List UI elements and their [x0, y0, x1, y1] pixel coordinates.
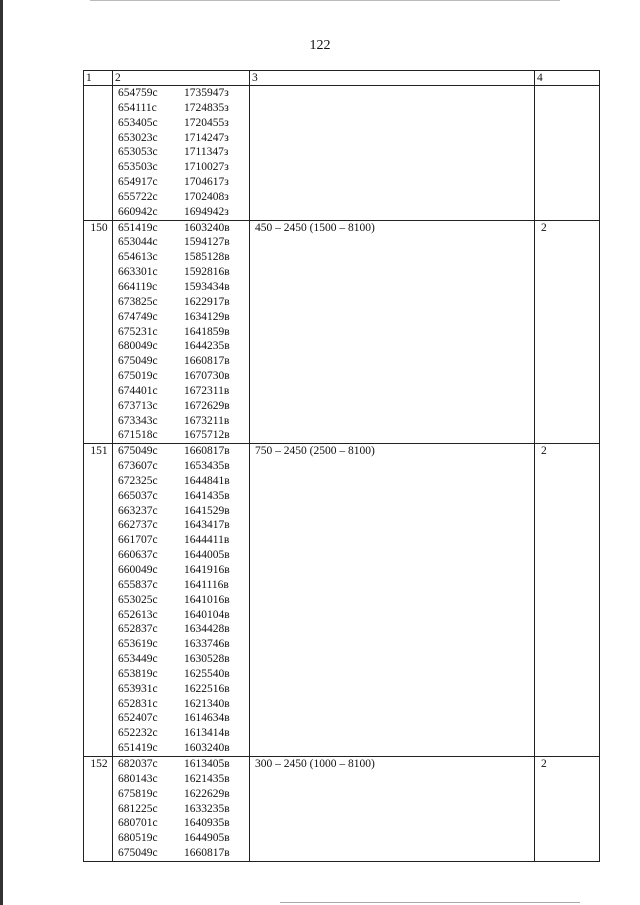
latitude-value: 680701с — [118, 817, 158, 830]
latitude-value: 675231с — [118, 325, 158, 338]
longitude-value: 1644905в — [184, 832, 230, 845]
category-cell — [535, 756, 600, 861]
coordinates-cell — [113, 220, 250, 444]
latitude-value: 651419с — [118, 742, 158, 755]
coordinate-pair — [115, 131, 249, 146]
latitude-value: 652613с — [118, 608, 158, 621]
coordinate-pair — [115, 787, 249, 802]
coordinate-pair — [115, 726, 249, 741]
coordinate-pair — [115, 384, 249, 399]
coordinate-pair — [115, 354, 249, 369]
coordinate-pair — [115, 428, 249, 443]
coordinate-pair — [115, 265, 249, 280]
table-row — [84, 86, 600, 221]
latitude-value: 660942с — [118, 205, 158, 218]
coordinate-pair — [115, 474, 249, 489]
coordinate-pair — [115, 667, 249, 682]
latitude-value: 675819с — [118, 787, 158, 800]
coordinate-pair — [115, 221, 249, 236]
latitude-value: 680143с — [118, 772, 158, 785]
scan-top-edge — [90, 0, 560, 1]
longitude-value: 1694942з — [184, 205, 229, 218]
longitude-value: 1672311в — [184, 384, 230, 397]
longitude-value: 1735947з — [184, 87, 229, 99]
longitude-value: 1594127в — [184, 236, 230, 249]
coordinate-pair — [115, 190, 249, 205]
depth-range: 750 – 2450 (2500 – 8100) — [255, 445, 375, 458]
latitude-value: 673825с — [118, 295, 158, 308]
coordinate-pair — [115, 414, 249, 429]
longitude-value: 1603240в — [184, 221, 230, 234]
coordinate-pair — [115, 235, 249, 250]
longitude-value: 1644841в — [184, 474, 230, 487]
latitude-value: 651419с — [118, 221, 158, 234]
longitude-value: 1621435в — [184, 772, 230, 785]
longitude-value: 1653435в — [184, 460, 230, 473]
coordinate-pair — [115, 741, 249, 756]
coordinate-pair — [115, 816, 249, 831]
longitude-value: 1634129в — [184, 310, 230, 323]
page-number: 122 — [309, 38, 331, 53]
longitude-value: 1641116в — [184, 578, 229, 591]
longitude-value: 1633746в — [184, 638, 230, 651]
coordinate-pair — [115, 145, 249, 160]
coordinate-pair — [115, 175, 249, 190]
header-col-2: 2 — [113, 71, 250, 86]
longitude-value: 1613414в — [184, 727, 230, 740]
header-col-4: 4 — [535, 71, 600, 86]
longitude-value: 1633235в — [184, 802, 230, 815]
coordinate-pair — [115, 593, 249, 608]
coordinate-pair — [115, 325, 249, 340]
coordinate-pair — [115, 608, 249, 623]
table-row — [84, 756, 600, 861]
longitude-value: 1675712в — [184, 429, 230, 442]
latitude-value: 660637с — [118, 549, 158, 562]
coordinate-pair — [115, 504, 249, 519]
coordinate-pair — [115, 116, 249, 131]
latitude-value: 662737с — [118, 519, 158, 532]
coordinate-pair — [115, 711, 249, 726]
latitude-value: 681225с — [118, 802, 158, 815]
latitude-value: 653023с — [118, 131, 158, 144]
category-cell — [535, 220, 600, 444]
latitude-value: 653044с — [118, 236, 158, 249]
category-cell — [535, 444, 600, 757]
longitude-value: 1704617з — [184, 176, 229, 189]
coordinate-pair — [115, 533, 249, 548]
coordinate-pair — [115, 295, 249, 310]
scan-bottom-edge — [280, 902, 580, 903]
depth-range-cell — [250, 220, 535, 444]
latitude-value: 654759с — [118, 87, 158, 99]
coordinate-pair — [115, 697, 249, 712]
coordinate-pair — [115, 489, 249, 504]
coordinate-pair — [115, 518, 249, 533]
coordinate-pair — [115, 250, 249, 265]
table-header-row — [84, 71, 600, 86]
coordinates-cell — [113, 444, 250, 757]
depth-range: 300 – 2450 (1000 – 8100) — [255, 757, 375, 770]
coordinate-pair — [115, 444, 249, 459]
coordinate-pair — [115, 205, 249, 220]
latitude-value: 654111с — [118, 101, 157, 114]
latitude-value: 675049с — [118, 445, 158, 458]
coordinate-pair — [115, 160, 249, 175]
coordinates-cell — [113, 756, 250, 861]
longitude-value: 1720455з — [184, 116, 229, 129]
latitude-value: 655837с — [118, 578, 158, 591]
longitude-value: 1714247з — [184, 131, 229, 144]
coordinate-pair — [115, 578, 249, 593]
latitude-value: 682037с — [118, 757, 158, 770]
longitude-value: 1622516в — [184, 682, 230, 695]
coordinate-pair — [115, 682, 249, 697]
coordinate-pair — [115, 802, 249, 817]
latitude-value: 675049с — [118, 847, 158, 860]
longitude-value: 1670730в — [184, 370, 230, 383]
longitude-value: 1672629в — [184, 399, 230, 412]
latitude-value: 652831с — [118, 697, 158, 710]
latitude-value: 680049с — [118, 340, 158, 353]
latitude-value: 673607с — [118, 460, 158, 473]
longitude-value: 1641435в — [184, 489, 230, 502]
longitude-value: 1640935в — [184, 817, 230, 830]
latitude-value: 675019с — [118, 370, 158, 383]
category-value: 2 — [541, 221, 547, 234]
coordinate-pair — [115, 637, 249, 652]
category-value: 2 — [541, 757, 547, 770]
latitude-value: 653053с — [118, 146, 158, 159]
coordinate-pair — [115, 86, 249, 101]
latitude-value: 674401с — [118, 384, 158, 397]
category-value: 2 — [541, 445, 547, 458]
coordinate-pair — [115, 757, 249, 772]
coordinate-pair — [115, 339, 249, 354]
row-number: 150 — [84, 220, 113, 444]
longitude-value: 1641016в — [184, 593, 230, 606]
latitude-value: 661707с — [118, 534, 158, 547]
scan-left-edge — [0, 0, 3, 905]
longitude-value: 1641859в — [184, 325, 230, 338]
coordinates-table — [83, 70, 600, 862]
latitude-value: 673713с — [118, 399, 158, 412]
longitude-value: 1641529в — [184, 504, 230, 517]
coordinate-pair — [115, 563, 249, 578]
header-col-1: 1 — [84, 71, 113, 86]
coordinate-pair — [115, 101, 249, 116]
latitude-value: 671518с — [118, 429, 158, 442]
coordinate-pair — [115, 831, 249, 846]
longitude-value: 1593434в — [184, 280, 230, 293]
longitude-value: 1673211в — [184, 414, 230, 427]
latitude-value: 652837с — [118, 623, 158, 636]
latitude-value: 653025с — [118, 593, 158, 606]
latitude-value: 655722с — [118, 190, 158, 203]
latitude-value: 653619с — [118, 638, 158, 651]
latitude-value: 665037с — [118, 489, 158, 502]
latitude-value: 653405с — [118, 116, 158, 129]
longitude-value: 1660817в — [184, 847, 230, 860]
longitude-value: 1621340в — [184, 697, 230, 710]
coordinate-pair — [115, 548, 249, 563]
depth-range-cell — [250, 444, 535, 757]
longitude-value: 1644411в — [184, 534, 230, 547]
coordinate-pair — [115, 652, 249, 667]
latitude-value: 653449с — [118, 653, 158, 666]
latitude-value: 672325с — [118, 474, 158, 487]
longitude-value: 1660817в — [184, 445, 230, 458]
coordinate-pair — [115, 622, 249, 637]
depth-range: 450 – 2450 (1500 – 8100) — [255, 221, 375, 234]
longitude-value: 1613405в — [184, 757, 230, 770]
longitude-value: 1643417в — [184, 519, 230, 532]
latitude-value: 673343с — [118, 414, 158, 427]
coordinate-pair — [115, 772, 249, 787]
coordinate-pair — [115, 280, 249, 295]
latitude-value: 680519с — [118, 832, 158, 845]
depth-range-cell — [250, 86, 535, 221]
coordinate-pair — [115, 310, 249, 325]
category-cell — [535, 86, 600, 221]
longitude-value: 1622629в — [184, 787, 230, 800]
longitude-value: 1644235в — [184, 340, 230, 353]
latitude-value: 675049с — [118, 355, 158, 368]
table-row — [84, 444, 600, 757]
longitude-value: 1614634в — [184, 712, 230, 725]
latitude-value: 652407с — [118, 712, 158, 725]
longitude-value: 1660817в — [184, 355, 230, 368]
longitude-value: 1702408з — [184, 190, 229, 203]
longitude-value: 1625540в — [184, 667, 230, 680]
longitude-value: 1634428в — [184, 623, 230, 636]
row-number — [84, 86, 113, 221]
longitude-value: 1640104в — [184, 608, 230, 621]
table-row — [84, 220, 600, 444]
longitude-value: 1641916в — [184, 564, 230, 576]
coordinate-pair — [115, 399, 249, 414]
coordinate-pair — [115, 369, 249, 384]
longitude-value: 1622917в — [184, 295, 230, 308]
latitude-value: 674749с — [118, 310, 158, 323]
row-number: 152 — [84, 756, 113, 861]
latitude-value: 653503с — [118, 161, 158, 174]
longitude-value: 1644005в — [184, 549, 230, 562]
latitude-value: 652232с — [118, 727, 158, 740]
latitude-value: 664119с — [118, 280, 158, 293]
longitude-value: 1630528в — [184, 653, 230, 666]
coordinate-pair — [115, 459, 249, 474]
longitude-value: 1710027з — [184, 161, 229, 174]
latitude-value: 654613с — [118, 251, 158, 264]
longitude-value: 1711347з — [184, 146, 229, 159]
latitude-value: 653931с — [118, 682, 158, 695]
longitude-value: 1585128в — [184, 251, 230, 264]
latitude-value: 663237с — [118, 504, 158, 517]
latitude-value: 660049с — [118, 564, 158, 576]
coordinate-pair — [115, 846, 249, 861]
longitude-value: 1592816в — [184, 266, 230, 279]
header-col-3: 3 — [250, 71, 535, 86]
longitude-value: 1724835з — [184, 101, 229, 114]
depth-range-cell — [250, 756, 535, 861]
latitude-value: 654917с — [118, 176, 158, 189]
latitude-value: 653819с — [118, 667, 158, 680]
coordinates-cell — [113, 86, 250, 221]
row-number: 151 — [84, 444, 113, 757]
longitude-value: 1603240в — [184, 742, 230, 755]
latitude-value: 663301с — [118, 266, 158, 279]
